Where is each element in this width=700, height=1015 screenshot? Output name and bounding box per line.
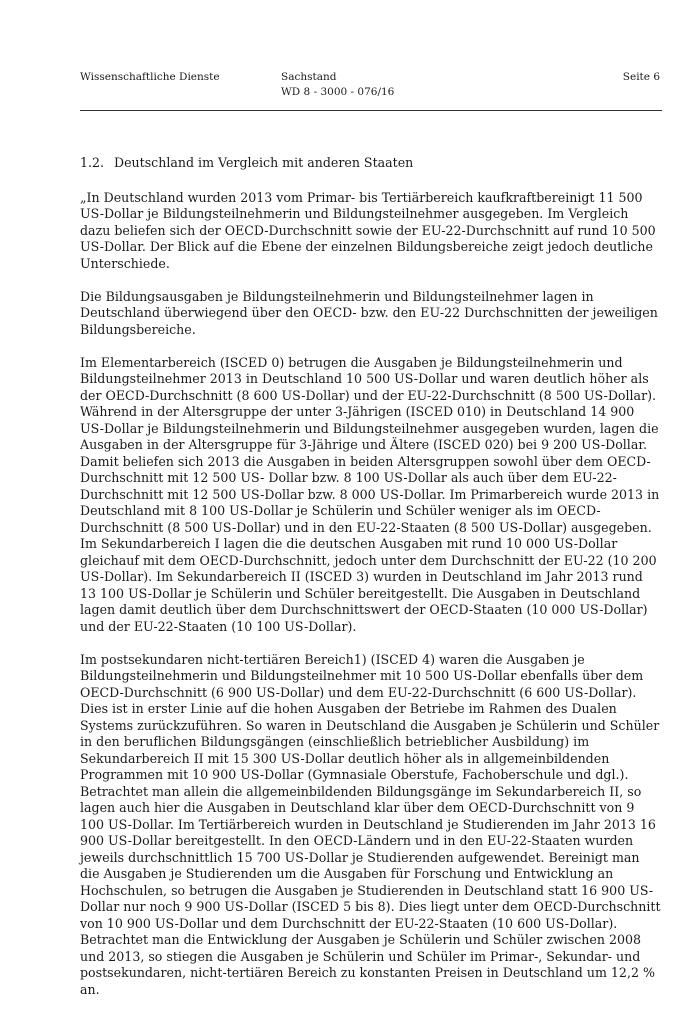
paragraph-4: Im postsekundaren nicht-tertiären Bereich1) (ISCED 4) waren die Ausgaben je Bildungsteilnehmerin und Bildungsteilnehmer mit 10 500 US-Dollar ebenfalls über dem OECD-Durchschnitt (6 900 US-Dollar) und dem EU-22-Durchschnitt (6 600 US-Dollar). Dies ist in erster Linie auf die hohen Ausgaben der Betriebe im Rahmen des Dualen Systems zurückzuführen. So waren in Deutschland die Ausgaben je Schülerin und Schüler in den beruflichen Bildungsgängen (einschließlich betrieblicher Ausbildung) im Sekundarbereich II mit 15 300 US-Dollar deutlich höher als in allgemeinbildenden Programmen mit 10 900 US-Dollar (Gymnasiale Oberstufe, Fachoberschule und dgl.). Betrachtet man allein die allgemeinbildenden Bildungsgänge im Sekundarbereich II, so lagen auch hier die Ausgaben in Deutschland klar über dem OECD-Durchschnitt von 9 100 US-Dollar. Im Tertiärbereich wurden in Deutschland je Studierenden im Jahr 2013 16 900 US-Dollar bereitgestellt. In den OECD-Ländern und in den EU-22-Staaten wurden jeweils durchschnittlich 15 700 US-Dollar je Studierenden aufgewendet. Bereinigt man die Ausgaben je Studierenden um die Ausgaben für Forschung und Entwicklung an Hochschulen, so betrugen die Ausgaben je Studierenden in Deutschland statt 16 900 US-Dollar nur noch 9 900 US-Dollar (ISCED 5 bis 8). Dies liegt unter dem OECD-Durchschnitt von 10 900 US-Dollar und dem Durchschnitt der EU-22-Staaten (10 600 US-Dollar). Betrachtet man die Entwicklung der Ausgaben je Schülerin und Schüler zwischen 2008 und 2013, so stiegen die Ausgaben je Schülerin und Schüler im Primar-, Sekundar- und postsekundaren, nicht-tertiären Bereich zu konstanten Preisen in Deutschland um 12,2 % an. — [80, 651, 661, 997]
page-header — [80, 70, 662, 108]
paragraph-1: „In Deutschland wurden 2013 vom Primar- bis Tertiärbereich kaufkraftbereinigt 11 500 US-Dollar je Bildungsteilnehmerin und Bildungsteilnehmer ausgegeben. Im Vergleich dazu beliefen sich der OECD-Durchschnitt sowie der EU-22-Durchschnitt auf rund 10 500 US-Dollar. Der Blick auf die Ebene der einzelnen Bildungsbereiche zeigt jedoch deutliche Unterschiede. — [80, 189, 656, 271]
section-number: 1.2. — [80, 155, 105, 170]
document-body — [80, 155, 662, 1015]
header-doc-type: Sachstand — [281, 71, 337, 83]
paragraph-2: Die Bildungsausgaben je Bildungsteilnehmerin und Bildungsteilnehmer lagen in Deutschland überwiegend über den OECD- bzw. den EU-22 Durchschnitten der jeweiligen Bildungsbereiche. — [80, 288, 658, 337]
header-org: Wissenschaftliche Dienste — [80, 71, 220, 83]
section-title: Deutschland im Vergleich mit anderen Staaten — [114, 155, 414, 170]
header-divider — [80, 110, 662, 111]
header-doc-info — [281, 70, 394, 100]
paragraph-3: Im Elementarbereich (ISCED 0) betrugen die Ausgaben je Bildungsteilnehmerin und Bildungsteilnehmer 2013 in Deutschland 10 500 US-Dollar und waren deutlich höher als der OECD-Durchschnitt (8 600 US-Dollar) und der EU-22-Durchschnitt (8 500 US-Dollar). Während in der Altersgruppe der unter 3-Jährigen (ISCED 010) in Deutschland 14 900 US-Dollar je Bildungsteilnehmerin und Bildungsteilnehmer ausgegeben wurden, lagen die Ausgaben in der Altersgruppe für 3-Jährige und Ältere (ISCED 020) bei 9 200 US-Dollar. Damit beliefen sich 2013 die Ausgaben in beiden Altersgruppen sowohl über dem OECD-Durchschnitt mit 12 500 US- Dollar bzw. 8 100 US-Dollar als auch über dem EU-22-Durchschnitt mit 12 500 US-Dollar bzw. 8 000 US-Dollar. Im Primarbereich wurde 2013 in Deutschland mit 8 100 US-Dollar je Schülerin und Schüler weniger als im OECD-Durchschnitt (8 500 US-Dollar) und in den EU-22-Staaten (8 500 US-Dollar) ausgegeben. Im Sekundarbereich I lagen die die deutschen Ausgaben mit rund 10 000 US-Dollar gleichauf mit dem OECD-Durchschnitt, jedoch unter dem Durchschnitt der EU-22 (10 200 US-Dollar). Im Sekundarbereich II (ISCED 3) wurden in Deutschland im Jahr 2013 rund 13 100 US-Dollar je Schülerin und Schüler bereitgestellt. Die Ausgaben in Deutschland lagen damit deutlich über dem Durchschnittswert der OECD-Staaten (10 000 US-Dollar) und der EU-22-Staaten (10 100 US-Dollar). — [80, 354, 660, 634]
header-doc-id: WD 8 - 3000 - 076/16 — [281, 86, 395, 98]
section-heading — [80, 155, 662, 172]
header-page-number: Seite 6 — [622, 71, 660, 83]
